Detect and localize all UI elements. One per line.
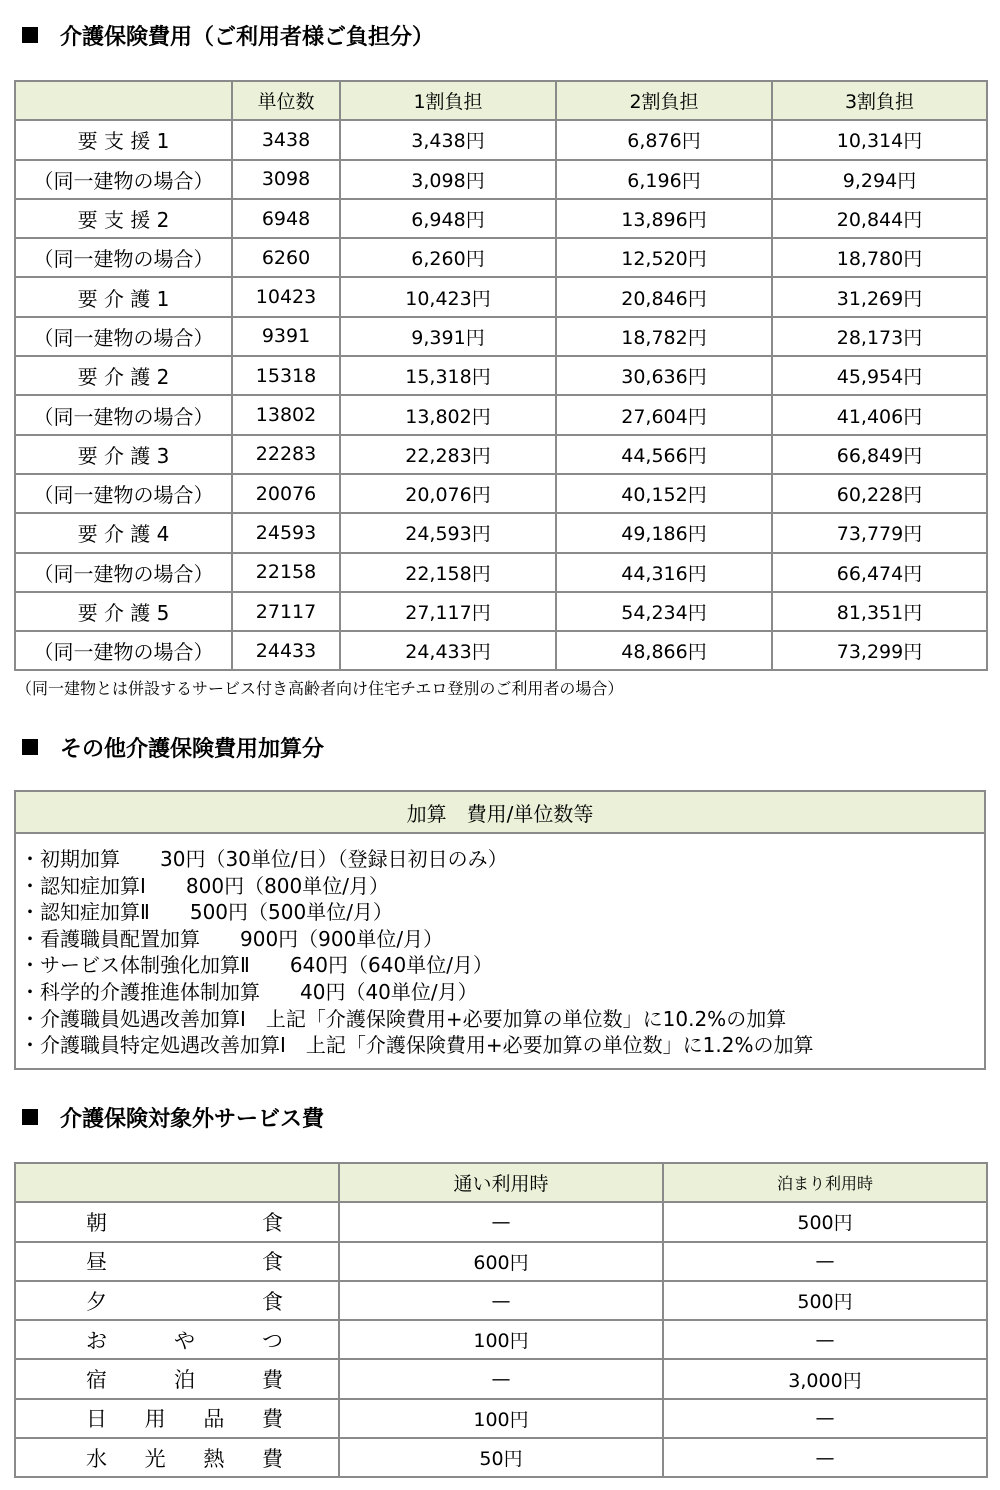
cost-1-cell: 20,076円 bbox=[340, 474, 556, 513]
units-cell: 15318 bbox=[232, 356, 340, 395]
service-label-char: 宿 bbox=[86, 1368, 107, 1393]
day-use-cell: — bbox=[339, 1202, 663, 1241]
service-label-char: 泊 bbox=[174, 1368, 195, 1393]
units-cell: 9391 bbox=[232, 317, 340, 356]
service-label-char: 日 bbox=[86, 1407, 107, 1432]
service-label-char: つ bbox=[262, 1328, 283, 1353]
cost-2-cell: 13,896円 bbox=[556, 199, 772, 238]
header-cell: 通い利用時 bbox=[339, 1163, 663, 1202]
stay-use-cell: — bbox=[663, 1438, 987, 1477]
cost-2-cell: 18,782円 bbox=[556, 317, 772, 356]
units-cell: 13802 bbox=[232, 395, 340, 434]
cost-1-cell: 3,438円 bbox=[340, 120, 556, 159]
cost-1-cell: 13,802円 bbox=[340, 395, 556, 434]
list-item: ・介護職員処遇改善加算Ⅰ 上記「介護保険費用+必要加算の単位数」に10.2%の加算 bbox=[20, 1006, 787, 1031]
additional-fees-header: 加算 費用/単位数等 bbox=[16, 792, 984, 834]
cost-1-cell: 15,318円 bbox=[340, 356, 556, 395]
service-label-char: 食 bbox=[262, 1210, 283, 1235]
section1-heading bbox=[22, 20, 434, 50]
cost-3-cell: 41,406円 bbox=[772, 395, 987, 434]
cost-2-cell: 48,866円 bbox=[556, 631, 772, 670]
table-row bbox=[15, 356, 987, 395]
service-label-char: 熱 bbox=[203, 1446, 225, 1471]
cost-2-cell: 27,604円 bbox=[556, 395, 772, 434]
cost-3-cell: 66,474円 bbox=[772, 553, 987, 592]
stay-use-cell: — bbox=[663, 1320, 987, 1359]
table-row bbox=[15, 1359, 987, 1398]
units-cell: 22283 bbox=[232, 435, 340, 474]
day-use-cell: — bbox=[339, 1281, 663, 1320]
service-label-char: 昼 bbox=[86, 1250, 107, 1275]
units-cell: 22158 bbox=[232, 553, 340, 592]
cost-3-cell: 9,294円 bbox=[772, 160, 987, 199]
units-cell: 10423 bbox=[232, 277, 340, 316]
service-label-cell bbox=[15, 1281, 339, 1320]
units-cell: 6260 bbox=[232, 238, 340, 277]
cost-3-cell: 73,779円 bbox=[772, 513, 987, 552]
service-label-char: お bbox=[86, 1328, 107, 1353]
header-cell: 泊まり利用時 bbox=[663, 1163, 987, 1202]
list-item: ・看護職員配置加算 900円（900単位/月） bbox=[20, 926, 444, 951]
cost-3-cell: 18,780円 bbox=[772, 238, 987, 277]
units-cell: 6948 bbox=[232, 199, 340, 238]
care-level-cell: 要 介 護 4 bbox=[15, 513, 232, 552]
table-row bbox=[15, 1242, 987, 1281]
cost-3-cell: 45,954円 bbox=[772, 356, 987, 395]
cost-1-cell: 27,117円 bbox=[340, 592, 556, 631]
care-level-cell: 要 介 護 1 bbox=[15, 277, 232, 316]
care-level-cell: （同一建物の場合） bbox=[15, 238, 232, 277]
care-level-cell: 要 介 護 5 bbox=[15, 592, 232, 631]
cost-2-cell: 54,234円 bbox=[556, 592, 772, 631]
cost-1-cell: 3,098円 bbox=[340, 160, 556, 199]
service-label-cell bbox=[15, 1359, 339, 1398]
service-label-char: 費 bbox=[261, 1407, 283, 1432]
section2-heading bbox=[22, 732, 324, 762]
service-label-cell bbox=[15, 1242, 339, 1281]
service-label-char: や bbox=[174, 1328, 195, 1353]
cost-3-cell: 20,844円 bbox=[772, 199, 987, 238]
table-row bbox=[15, 592, 987, 631]
header-cell: 1割負担 bbox=[340, 81, 556, 120]
care-level-cell: （同一建物の場合） bbox=[15, 317, 232, 356]
cost-1-cell: 6,260円 bbox=[340, 238, 556, 277]
cost-2-cell: 20,846円 bbox=[556, 277, 772, 316]
stay-use-cell: 500円 bbox=[663, 1281, 987, 1320]
table-row bbox=[15, 435, 987, 474]
care-level-cell: （同一建物の場合） bbox=[15, 395, 232, 434]
table-row bbox=[15, 395, 987, 434]
header-cell: 2割負担 bbox=[556, 81, 772, 120]
service-label-char: 光 bbox=[144, 1446, 166, 1471]
cost-1-cell: 10,423円 bbox=[340, 277, 556, 316]
table-row bbox=[15, 1320, 987, 1359]
cost-2-cell: 30,636円 bbox=[556, 356, 772, 395]
header-cell bbox=[15, 81, 232, 120]
service-label-cell bbox=[15, 1320, 339, 1359]
day-use-cell: 50円 bbox=[339, 1438, 663, 1477]
care-level-cell: 要 支 援 2 bbox=[15, 199, 232, 238]
list-item: ・介護職員特定処遇改善加算Ⅰ 上記「介護保険費用+必要加算の単位数」に1.2%の加算 bbox=[20, 1033, 814, 1058]
table-header-row bbox=[15, 81, 987, 120]
non-insurance-service-table bbox=[14, 1162, 988, 1478]
list-item: ・初期加算 30円（30単位/日）（登録日初日のみ） bbox=[20, 847, 508, 871]
additional-fees-list bbox=[16, 834, 984, 1059]
care-level-cell: 要 支 援 1 bbox=[15, 120, 232, 159]
day-use-cell: — bbox=[339, 1359, 663, 1398]
header-cell bbox=[15, 1163, 339, 1202]
table-row bbox=[15, 1438, 987, 1477]
service-label-char: 用 bbox=[144, 1407, 166, 1432]
care-level-cell: 要 介 護 2 bbox=[15, 356, 232, 395]
cost-3-cell: 10,314円 bbox=[772, 120, 987, 159]
table-row bbox=[15, 553, 987, 592]
list-item: ・認知症加算Ⅱ 500円（500単位/月） bbox=[20, 900, 393, 925]
table-row bbox=[15, 160, 987, 199]
cost-1-cell: 22,158円 bbox=[340, 553, 556, 592]
same-building-note: （同一建物とは併設するサービス付き高齢者向け住宅チエロ登別のご利用者の場合） bbox=[16, 679, 624, 698]
care-level-cell: （同一建物の場合） bbox=[15, 160, 232, 199]
service-label-char: 食 bbox=[262, 1289, 283, 1314]
service-label-char: 朝 bbox=[86, 1210, 107, 1235]
cost-1-cell: 6,948円 bbox=[340, 199, 556, 238]
cost-2-cell: 40,152円 bbox=[556, 474, 772, 513]
stay-use-cell: — bbox=[663, 1242, 987, 1281]
day-use-cell: 600円 bbox=[339, 1242, 663, 1281]
section2-title: その他介護保険費用加算分 bbox=[60, 736, 325, 762]
day-use-cell: 100円 bbox=[339, 1320, 663, 1359]
list-item: ・サービス体制強化加算Ⅱ 640円（640単位/月） bbox=[20, 953, 493, 978]
table-header-row bbox=[15, 1163, 987, 1202]
header-cell: 3割負担 bbox=[772, 81, 987, 120]
section3-title: 介護保険対象外サービス費 bbox=[60, 1106, 325, 1132]
table-row bbox=[15, 277, 987, 316]
square-bullet-icon bbox=[22, 1109, 38, 1125]
table-row bbox=[15, 1399, 987, 1438]
section3-heading bbox=[22, 1102, 324, 1132]
table-row bbox=[15, 120, 987, 159]
cost-3-cell: 28,173円 bbox=[772, 317, 987, 356]
square-bullet-icon bbox=[22, 27, 38, 43]
cost-2-cell: 44,566円 bbox=[556, 435, 772, 474]
stay-use-cell: 500円 bbox=[663, 1202, 987, 1241]
care-insurance-fee-table bbox=[14, 80, 988, 671]
units-cell: 20076 bbox=[232, 474, 340, 513]
cost-2-cell: 6,876円 bbox=[556, 120, 772, 159]
table-row bbox=[15, 238, 987, 277]
list-item: ・科学的介護推進体制加算 40円（40単位/月） bbox=[20, 979, 478, 1004]
service-label-char: 水 bbox=[86, 1446, 107, 1471]
service-label-char: 費 bbox=[262, 1368, 283, 1393]
cost-3-cell: 66,849円 bbox=[772, 435, 987, 474]
stay-use-cell: — bbox=[663, 1399, 987, 1438]
cost-3-cell: 31,269円 bbox=[772, 277, 987, 316]
section1-title: 介護保険費用（ご利用者様ご負担分） bbox=[60, 24, 435, 50]
cost-1-cell: 24,433円 bbox=[340, 631, 556, 670]
units-cell: 3438 bbox=[232, 120, 340, 159]
cost-3-cell: 81,351円 bbox=[772, 592, 987, 631]
care-level-cell: （同一建物の場合） bbox=[15, 631, 232, 670]
table-row bbox=[15, 474, 987, 513]
table-row bbox=[15, 317, 987, 356]
service-label-cell bbox=[15, 1438, 339, 1477]
list-item: ・認知症加算Ⅰ 800円（800単位/月） bbox=[20, 873, 389, 898]
units-cell: 24593 bbox=[232, 513, 340, 552]
units-cell: 27117 bbox=[232, 592, 340, 631]
cost-3-cell: 60,228円 bbox=[772, 474, 987, 513]
care-level-cell: （同一建物の場合） bbox=[15, 474, 232, 513]
care-level-cell: （同一建物の場合） bbox=[15, 553, 232, 592]
service-label-char: 費 bbox=[261, 1446, 283, 1471]
stay-use-cell: 3,000円 bbox=[663, 1359, 987, 1398]
square-bullet-icon bbox=[22, 739, 38, 755]
cost-2-cell: 6,196円 bbox=[556, 160, 772, 199]
units-cell: 24433 bbox=[232, 631, 340, 670]
cost-1-cell: 24,593円 bbox=[340, 513, 556, 552]
cost-3-cell: 73,299円 bbox=[772, 631, 987, 670]
table-row bbox=[15, 631, 987, 670]
care-level-cell: 要 介 護 3 bbox=[15, 435, 232, 474]
cost-2-cell: 49,186円 bbox=[556, 513, 772, 552]
additional-fees-box bbox=[14, 790, 986, 1070]
cost-2-cell: 12,520円 bbox=[556, 238, 772, 277]
table-row bbox=[15, 199, 987, 238]
cost-2-cell: 44,316円 bbox=[556, 553, 772, 592]
day-use-cell: 100円 bbox=[339, 1399, 663, 1438]
table-row bbox=[15, 1281, 987, 1320]
service-label-cell bbox=[15, 1202, 339, 1241]
service-label-cell bbox=[15, 1399, 339, 1438]
table-row bbox=[15, 513, 987, 552]
header-cell: 単位数 bbox=[232, 81, 340, 120]
cost-1-cell: 22,283円 bbox=[340, 435, 556, 474]
service-label-char: 夕 bbox=[86, 1289, 107, 1314]
cost-1-cell: 9,391円 bbox=[340, 317, 556, 356]
service-label-char: 食 bbox=[262, 1250, 283, 1275]
table-row bbox=[15, 1202, 987, 1241]
service-label-char: 品 bbox=[203, 1407, 225, 1432]
units-cell: 3098 bbox=[232, 160, 340, 199]
